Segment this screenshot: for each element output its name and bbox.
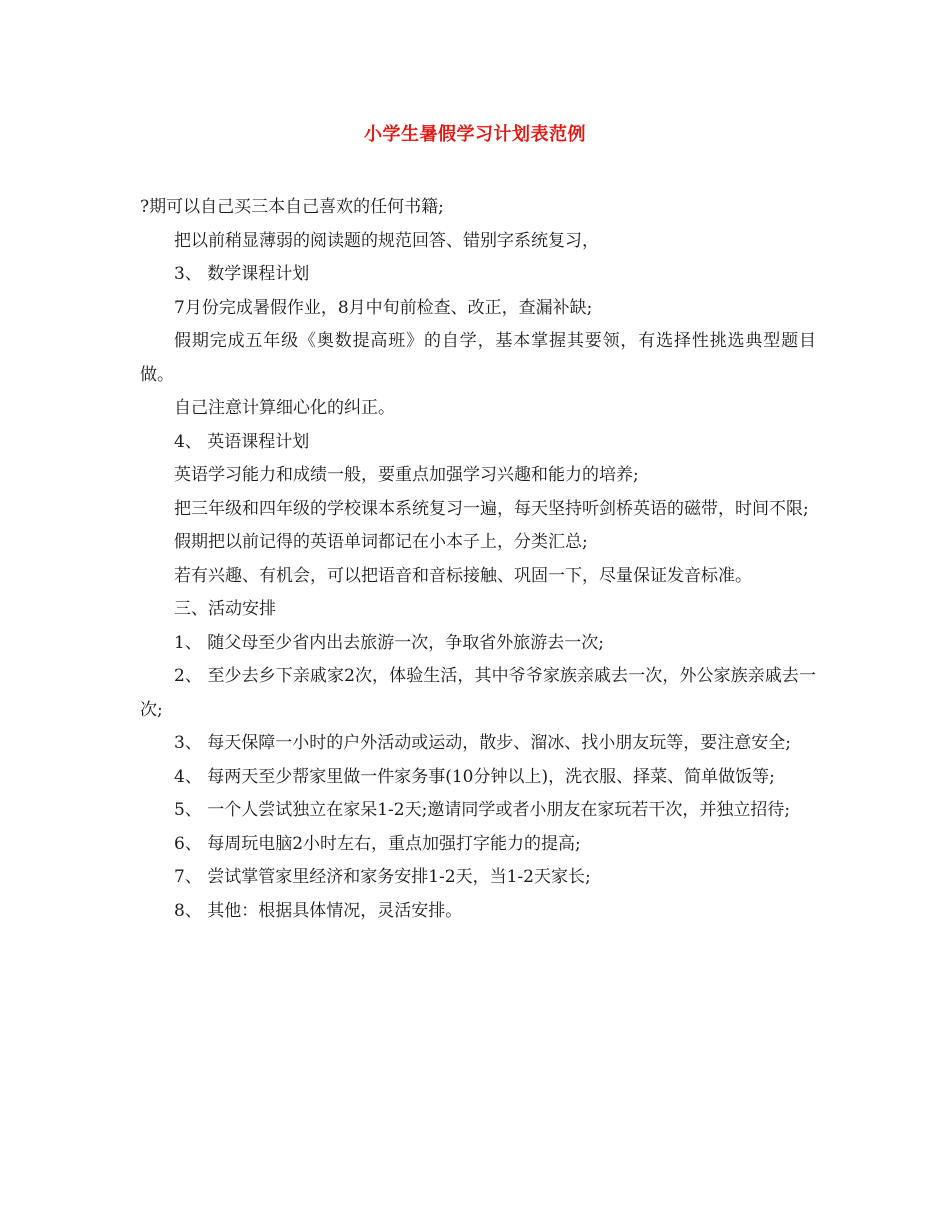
paragraph-10: 假期把以前记得的英语单词都记在小本子上，分类汇总; bbox=[174, 532, 588, 552]
section-heading-activities: 三、活动安排 bbox=[174, 599, 276, 619]
activity-item-3: 3、 每天保障一小时的户外活动或运动，散步、溜冰、找小朋友玩等，要注意安全; bbox=[174, 733, 791, 753]
section-heading-english: 4、 英语课程计划 bbox=[174, 431, 310, 452]
paragraph-9: 把三年级和四年级的学校课本系统复习一遍，每天坚持听剑桥英语的磁带，时间不限; bbox=[174, 498, 809, 519]
paragraph-11: 若有兴趣、有机会，可以把语音和音标接触、巩固一下，尽量保证发音标准。 bbox=[174, 565, 752, 586]
activity-item-8: 8、 其他：根据具体情况，灵活安排。 bbox=[174, 900, 463, 921]
activity-item-4: 4、 每两天至少帮家里做一件家务事(10分钟以上)，洗衣服、择菜、简单做饭等; bbox=[174, 766, 775, 787]
section-heading-math: 3、 数学课程计划 bbox=[174, 264, 310, 284]
activity-item-1: 1、 随父母至少省内出去旅游一次，争取省外旅游去一次; bbox=[174, 632, 604, 653]
document-body bbox=[140, 191, 816, 928]
activity-item-7: 7、 尝试掌管家里经济和家务安排1-2天，当1-2天家长; bbox=[174, 867, 591, 887]
document-title: 小学生暑假学习计划表范例 bbox=[364, 124, 586, 145]
paragraph-4: 7月份完成暑假作业，8月中旬前检查、改正，查漏补缺; bbox=[174, 297, 593, 318]
paragraph-2: 把以前稍显薄弱的阅读题的规范回答、错别字系统复习， bbox=[174, 230, 599, 251]
activity-item-5: 5、 一个人尝试独立在家呆1-2天;邀请同学或者小朋友在家玩若干次，并独立招待; bbox=[174, 800, 791, 820]
activity-item-2: 2、 至少去乡下亲戚家2次，体验生活，其中爷爷家族亲戚去一次，外公家族亲戚去一次; bbox=[140, 666, 816, 720]
paragraph-5: 假期完成五年级《奥数提高班》的自学，基本掌握其要领，有选择性挑选典型题目做。 bbox=[140, 331, 816, 385]
paragraph-6: 自己注意计算细心化的纠正。 bbox=[174, 398, 395, 418]
paragraph-8: 英语学习能力和成绩一般，要重点加强学习兴趣和能力的培养; bbox=[174, 465, 639, 485]
activity-item-6: 6、 每周玩电脑2小时左右，重点加强打字能力的提高; bbox=[174, 833, 581, 854]
paragraph-1: ?期可以自己买三本自己喜欢的任何书籍; bbox=[140, 197, 444, 217]
